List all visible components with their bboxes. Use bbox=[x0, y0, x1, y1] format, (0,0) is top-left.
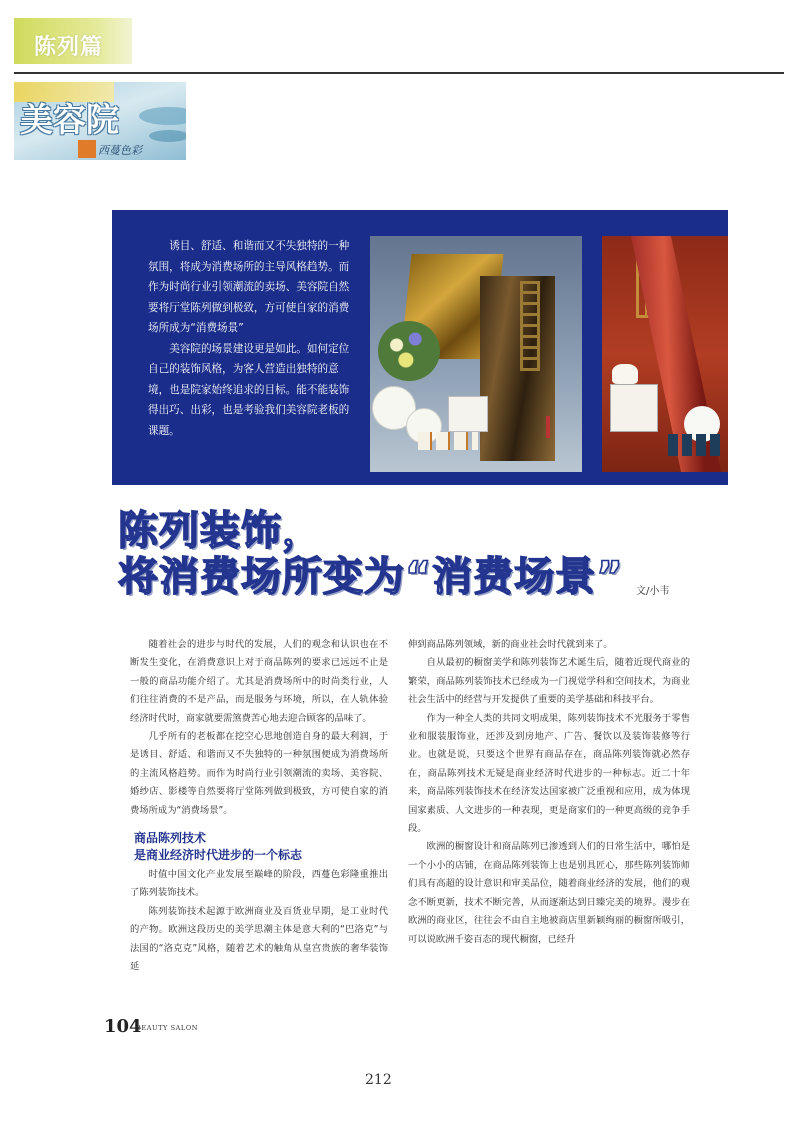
article-column-right bbox=[408, 636, 690, 949]
feature-panel bbox=[112, 210, 728, 485]
section-tab bbox=[14, 18, 132, 64]
banner-sub-mark bbox=[78, 140, 96, 158]
photo-display-box bbox=[610, 384, 658, 432]
top-rule bbox=[14, 72, 784, 74]
intro-paragraph: 美容院的场景建设更是如此。如何定位自己的装饰风格，为客人营造出独特的意境，也是院家始终追求的目标。能不能装饰得出巧、出彩，也是考验我们美容院老板的课题。 bbox=[148, 342, 350, 437]
photo-jars bbox=[668, 434, 722, 456]
body-paragraph: 自从最初的橱窗美学和陈列装饰艺术诞生后，随着近现代商业的繁荣，商品陈列装饰技术已经成为一门视觉学科和空间技术，为商业社会生活中的经营与开发提供了重要的美学基础和科技平台。 bbox=[408, 657, 690, 706]
body-paragraph: 伸到商品陈列领域，新的商业社会时代就到来了。 bbox=[408, 639, 613, 650]
headline-line-1: 陈列装饰， bbox=[118, 508, 323, 554]
banner-title: 美容院 bbox=[20, 100, 119, 139]
photo-display-box bbox=[448, 396, 488, 432]
intro-paragraph: 诱目、舒适、和谐而又不失独特的一种氛围，将成为消费场所的主导风格趋势。而作为时尚行业引领潮流的卖场、美容院自然要将厅堂陈列做到极致，方可使自家的消费场所成为“消费场景” bbox=[148, 240, 350, 334]
photo-brown-drape bbox=[480, 276, 555, 461]
byline: 文/小韦 bbox=[636, 586, 670, 597]
body-paragraph: 几乎所有的老板都在挖空心思地创造自身的最大利润，于是诱目、舒适、和谐而又不失独特的一种氛围便成为消费场所的主流风格趋势。而作为时尚行业引领潮流的卖场、美容院、婚纱店、影楼等自然要将厅堂陈列做到极致，方可使自家的消费场所成为“消费场景”。 bbox=[130, 731, 388, 816]
headline-line-2: 将消费场所变为“消费场景” bbox=[118, 554, 624, 600]
subhead-line-1: 商品陈列技术 bbox=[134, 831, 207, 846]
banner-dish-shape bbox=[139, 107, 186, 125]
section-subhead bbox=[130, 830, 388, 864]
subhead-line-2: 是商业经济时代进步的一个标志 bbox=[134, 848, 303, 863]
article-column-left bbox=[130, 636, 388, 977]
body-paragraph: 欧洲的橱窗设计和商品陈列已渗透到人们的日常生活中，哪怕是一个小小的店铺，在商品陈列装饰上也是别具匠心，那些陈列装饰师们具有高超的设计意识和审美品位，随着商业经济的发展，他们的观念不断更新，技术不断完善，从而逐渐达到日臻完美的境界。漫步在欧洲的商业区，往往会不由自主地被商店里新颖绚丽的橱窗所吸引，可以说欧洲千姿百态的现代橱窗，已经升 bbox=[408, 841, 690, 945]
folio-number: 104 bbox=[104, 1016, 142, 1037]
photo-teapot bbox=[612, 364, 638, 384]
banner-subtitle: 西蔓色彩 bbox=[98, 144, 142, 157]
banner bbox=[14, 82, 186, 160]
intro-text bbox=[148, 236, 354, 441]
body-paragraph: 时值中国文化产业发展至巅峰的阶段，西蔓色彩隆重推出了陈列装饰技术。 bbox=[130, 869, 388, 899]
body-paragraph: 作为一种全人类的共同文明成果，陈列装饰技术不光服务于零售业和服装服饰业，还涉及到房地产、广告、餐饮以及装饰装修等行业。也就是说，只要这个世界有商品存在，商品陈列装饰就必然存在，商品陈列技术无疑是商业经济时代进步的一种标志。近二十年来，商品陈列装饰技术在经济发达国家被广泛重视和应用，成为体现国家素质、人文进步的一种表现，更是商家们的一种更高级的竞争手段。 bbox=[408, 712, 690, 835]
banner-dish-shape bbox=[149, 130, 186, 142]
photo-lattice-panel bbox=[520, 281, 540, 371]
photo-teacups bbox=[418, 432, 478, 450]
section-label: 陈列篇 bbox=[34, 35, 104, 60]
article-headline bbox=[118, 508, 624, 600]
body-paragraph: 陈列装饰技术起源于欧洲商业及百货业早期，是工业时代的产物。欧洲这段历史的美学思潮主体是意大利的“巴洛克”与法国的“洛克克”风格，随着艺术的触角从皇宫贵族的奢华装饰延 bbox=[130, 905, 388, 973]
display-photo-red bbox=[602, 236, 728, 472]
magazine-name: BEAUTY SALON bbox=[136, 1024, 199, 1032]
photo-flower-arrangement bbox=[378, 321, 440, 381]
page-number: 212 bbox=[365, 1072, 392, 1088]
display-photo-gold bbox=[370, 236, 582, 472]
photo-candle bbox=[546, 416, 550, 438]
body-paragraph: 随着社会的进步与时代的发展，人们的观念和认识也在不断发生变化，在消费意识上对于商品陈列的要求已远远不止是一般的商品功能介绍了。尤其是消费场所中的时尚类行业，人们往往消费的不是产品，而是服务与环境，所以，在人轨体验经济时代时，商家就要需煞费苦心地去迎合顾客的品味了。 bbox=[130, 639, 388, 724]
